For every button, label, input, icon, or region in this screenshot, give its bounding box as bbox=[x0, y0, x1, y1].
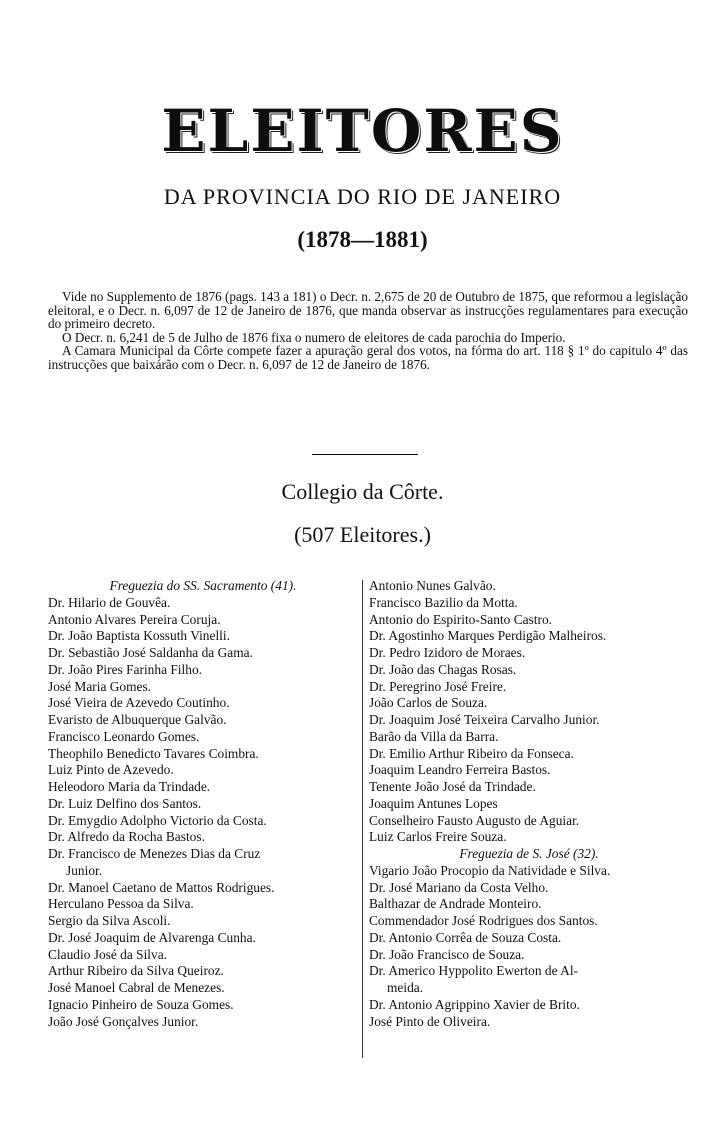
elector-name: Herculano Pessoa da Silva. bbox=[48, 896, 194, 912]
elector-name: Francisco Leonardo Gomes. bbox=[48, 728, 200, 744]
elector-name: Dr. João Francisco de Souza. bbox=[369, 946, 525, 962]
elector-name-continuation: Junior. bbox=[66, 862, 103, 878]
elector-name: Vigario João Procopio da Natividade e Silva. bbox=[369, 862, 611, 878]
elector-name: Dr. Peregrino José Freire. bbox=[369, 678, 507, 694]
elector-name: Dr. José Mariano da Costa Velho. bbox=[369, 879, 549, 895]
intro-notes bbox=[48, 290, 688, 372]
elector-name: Commendador José Rodrigues dos Santos. bbox=[369, 913, 598, 928]
elector-name: Dr. Antonio Corrêa de Souza Costa. bbox=[369, 929, 562, 945]
elector-name: Dr. Emilio Arthur Ribeiro da Fonseca. bbox=[369, 745, 574, 761]
year-range: (1878—1881) bbox=[297, 227, 428, 252]
intro-paragraph: A Camara Municipal da Côrte compete fazer a apuração geral dos votos, na fórma do art. 118 § 1º do capitulo 4º das instrucções que baixárão com o Decr. n. 6,097 de 12 de Janeiro de 1876. bbox=[48, 343, 688, 372]
parish-heading: Freguezia de S. José (32). bbox=[459, 846, 599, 861]
elector-name: Francisco Bazilio da Motta. bbox=[369, 594, 518, 610]
elector-name: Joaquim Antunes Lopes bbox=[369, 795, 498, 811]
elector-name: José Vieira de Azevedo Coutinho. bbox=[48, 695, 230, 711]
elector-name: José Maria Gomes. bbox=[48, 678, 152, 694]
elector-name: Antonio do Espirito-Santo Castro. bbox=[369, 611, 552, 627]
elector-name: Antonio Alvares Pereira Coruja. bbox=[48, 611, 221, 627]
elector-name: Dr. Luiz Delfino dos Santos. bbox=[48, 795, 202, 811]
elector-name: Antonio Nunes Galvão. bbox=[369, 578, 496, 593]
elector-name: José Manoel Cabral de Menezes. bbox=[48, 980, 225, 995]
page-title: ELEITORES bbox=[161, 97, 564, 165]
elector-name: Dr. Agostinho Marques Perdigão Malheiros. bbox=[369, 628, 607, 644]
elector-name: Tenente João José da Trindade. bbox=[369, 779, 536, 794]
page-subtitle: DA PROVINCIA DO RIO DE JANEIRO bbox=[163, 184, 562, 209]
elector-name: Dr. Alfredo da Rocha Bastos. bbox=[48, 829, 205, 845]
elector-name-continuation: meida. bbox=[387, 980, 424, 995]
elector-name: Sergio da Silva Ascoli. bbox=[48, 913, 171, 928]
elector-name: Dr. Emygdio Adolpho Victorio da Costa. bbox=[48, 812, 267, 828]
elector-name: Ignacio Pinheiro de Souza Gomes. bbox=[48, 996, 234, 1012]
elector-name: Dr. João Pires Farinha Filho. bbox=[48, 661, 202, 677]
elector-name: Dr. Francisco de Menezes Dias da Cruz bbox=[48, 846, 261, 861]
elector-name: Dr. Joaquim José Teixeira Carvalho Junior. bbox=[369, 712, 600, 727]
elector-name: Dr. José Joaquim de Alvarenga Cunha. bbox=[48, 929, 256, 945]
elector-name: Dr. João das Chagas Rosas. bbox=[369, 661, 517, 677]
elector-name: João Carlos de Souza. bbox=[369, 695, 488, 711]
elector-name: Dr. Pedro Izidoro de Moraes. bbox=[369, 645, 526, 660]
right-column bbox=[369, 578, 689, 1030]
college-count: (507 Eleitores.) bbox=[294, 522, 431, 547]
elector-name: Arthur Ribeiro da Silva Queiroz. bbox=[48, 963, 224, 979]
elector-name: Heleodoro Maria da Trindade. bbox=[48, 779, 211, 794]
elector-name: Dr. Americo Hyppolito Ewerton de Al- bbox=[369, 963, 579, 979]
elector-name: Claudio José da Silva. bbox=[48, 946, 168, 962]
left-column bbox=[48, 578, 358, 1030]
section-divider bbox=[312, 454, 418, 455]
intro-paragraph: Vide no Supplemento de 1876 (pags. 143 a 181) o Decr. n. 2,675 de 20 de Outubro de 1875, que reformou a legislação eleitoral, e o Decr. n. 6,097 de 12 de Janeiro de 1876, que manda observar as instrucções regulamentares para execução do primeiro decreto. bbox=[48, 289, 688, 332]
elector-name: Barão da Villa da Barra. bbox=[369, 728, 499, 744]
elector-name: Luiz Pinto de Azevedo. bbox=[48, 762, 174, 778]
intro-paragraph: O Decr. n. 6,241 de 5 de Julho de 1876 fixa o numero de eleitores de cada parochia do Imperio. bbox=[62, 329, 566, 345]
elector-name: Theophilo Benedicto Tavares Coimbra. bbox=[48, 745, 259, 761]
column-divider bbox=[362, 580, 363, 1058]
elector-name: Dr. João Baptista Kossuth Vinelli. bbox=[48, 628, 230, 644]
elector-name: Evaristo de Albuquerque Galvão. bbox=[48, 712, 227, 727]
elector-name: Dr. Antonio Agrippino Xavier de Brito. bbox=[369, 996, 580, 1012]
elector-name: Conselheiro Fausto Augusto de Aguiar. bbox=[369, 812, 580, 828]
parish-heading: Freguezia do SS. Sacramento (41). bbox=[109, 578, 297, 593]
elector-name: Dr. Sebastião José Saldanha da Gama. bbox=[48, 645, 253, 660]
elector-name: João José Gonçalves Junior. bbox=[48, 1013, 199, 1029]
college-title: Collegio da Côrte. bbox=[281, 479, 444, 504]
elector-name: Balthazar de Andrade Monteiro. bbox=[369, 896, 542, 912]
elector-name: Dr. Manoel Caetano de Mattos Rodrigues. bbox=[48, 879, 275, 895]
elector-name: José Pinto de Oliveira. bbox=[369, 1013, 491, 1029]
elector-name: Dr. Hilario de Gouvêa. bbox=[48, 594, 171, 610]
elector-name: Luiz Carlos Freire Souza. bbox=[369, 829, 507, 845]
elector-name: Joaquim Leandro Ferreira Bastos. bbox=[369, 762, 551, 778]
